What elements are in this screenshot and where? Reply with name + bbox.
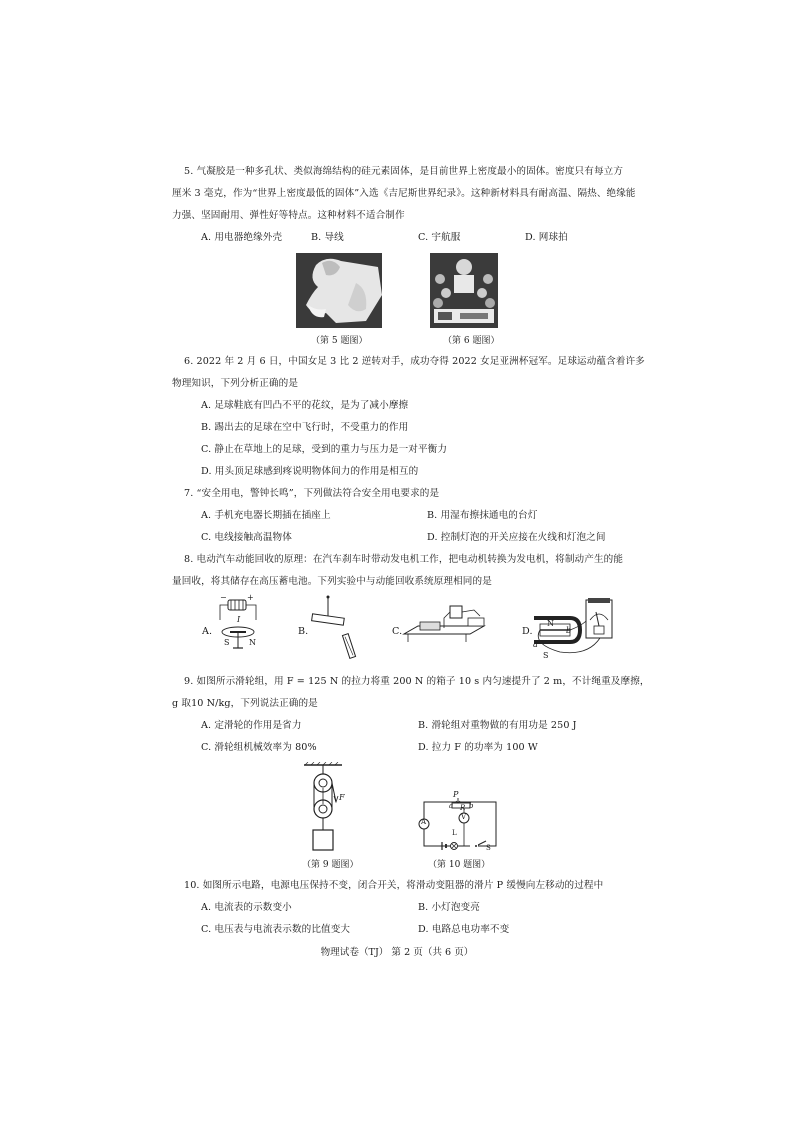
q5-stem-line3: 力强、坚固耐用、弹性好等特点。这种材料不适合制作: [172, 210, 405, 221]
q8-stem-line2: 量回收，将其储存在高压蓄电池。下列实验中与动能回收系统原理相同的是: [172, 576, 492, 587]
q10-a-label: a: [449, 802, 454, 810]
q8a-north-label: N: [249, 638, 256, 647]
q8-option-b-label: B.: [298, 626, 309, 637]
pulley-system-figure: [300, 762, 350, 856]
q7-option-d: D. 控制灯泡的开关应接在火线和灯泡之间: [427, 532, 606, 543]
q6-figure-caption: （第 6 题图）: [443, 336, 500, 346]
q10-p-label: P: [453, 790, 459, 799]
q9-figure-caption: （第 9 题图）: [302, 860, 359, 870]
q8-option-d-label: D.: [522, 626, 533, 637]
q8a-plus-label: +: [247, 593, 254, 602]
motor-experiment-figure: [400, 600, 492, 650]
q6-option-b: B. 踢出去的足球在空中飞行时，不受重力的作用: [201, 422, 409, 433]
q6-option-a: A. 足球鞋底有凹凸不平的花纹，是为了减小摩擦: [201, 400, 409, 411]
q5-stem-line1: 5. 气凝胶是一种多孔状、类似海绵结构的硅元素固体，是目前世界上密度最小的固体。密度只有每立方: [184, 166, 624, 177]
q9-force-label: F: [339, 793, 345, 802]
q6-option-c: C. 静止在草地上的足球，受到的重力与压力是一对平衡力: [201, 444, 448, 455]
q9-stem-line2: g 取10 N/kg，下列说法正确的是: [172, 698, 318, 709]
q5-figure-caption: （第 5 题图）: [311, 336, 368, 346]
q9-option-d: D. 拉力 F 的功率为 100 W: [418, 742, 538, 753]
q7-option-c: C. 电线接触高温物体: [201, 532, 292, 543]
q10-switch-label: S: [486, 844, 491, 852]
q10-option-d: D. 电路总电功率不变: [418, 924, 510, 935]
q9-option-a: A. 定滑轮的作用是省力: [201, 720, 302, 731]
electromagnet-figure: [212, 594, 272, 652]
q6-stem-line2: 物理知识，下列分析正确的是: [172, 378, 299, 389]
aerogel-photo: [296, 253, 382, 328]
q8d-b-label: b: [566, 626, 572, 635]
aerogel-drawing: [296, 253, 382, 328]
q5-option-a: A. 用电器绝缘外壳: [201, 232, 283, 243]
q6-stem-line1: 6. 2022 年 2 月 6 日，中国女足 3 比 2 逆转对手，成功夺得 2022 女足亚洲杯冠军。足球运动蕴含着许多: [184, 356, 645, 367]
football-team-photo: [430, 253, 498, 328]
q10-option-a: A. 电流表的示数变小: [201, 902, 292, 913]
q5-stem-line2: 厘米 3 毫克，作为“世界上密度最低的固体”入选《吉尼斯世界纪录》。这种新材料具有耐高温、隔热、绝缘能: [172, 188, 636, 199]
q7-option-b: B. 用湿布擦抹通电的台灯: [427, 510, 538, 521]
q8-option-a-label: A.: [202, 626, 213, 637]
q8-stem-line1: 8. 电动汽车动能回收的原理：在汽车刹车时带动发电机工作，把电动机转换为发电机，将制动产生的能: [184, 554, 624, 565]
q5-option-d: D. 网球拍: [525, 232, 568, 243]
q10-voltmeter-label: V: [461, 813, 467, 821]
q10-b-label: b: [469, 802, 474, 810]
q10-option-c: C. 电压表与电流表示数的比值变大: [201, 924, 351, 935]
q6-option-d: D. 用头顶足球感到疼说明物体间力的作用是相互的: [201, 466, 419, 477]
rod-magnet-figure: [306, 594, 366, 660]
q8a-minus-label: −: [220, 593, 227, 602]
q10-ammeter-label: A: [421, 818, 427, 826]
q7-option-a: A. 手机充电器长期插在插座上: [201, 510, 331, 521]
q5-option-c: C. 宇航服: [418, 232, 461, 243]
q8d-a-label: a: [533, 640, 538, 649]
q8a-south-label: S: [224, 638, 230, 647]
page-footer: 物理试卷（TJ） 第 2 页（共 6 页）: [320, 947, 474, 958]
q10-lamp-label: L: [452, 829, 457, 837]
q10-r-label: R: [460, 804, 466, 812]
q9-option-c: C. 滑轮组机械效率为 80%: [201, 742, 317, 753]
team-photo-drawing: [430, 253, 498, 328]
q8-option-c-label: C.: [392, 626, 403, 637]
q10-option-b: B. 小灯泡变亮: [418, 902, 480, 913]
generator-figure: [530, 596, 616, 658]
q10-figure-caption: （第 10 题图）: [428, 860, 491, 870]
q10-stem: 10. 如图所示电路，电源电压保持不变，闭合开关，将滑动变阻器的滑片 P 缓慢向左移动的过程中: [184, 880, 604, 891]
q7-stem: 7. “安全用电，警钟长鸣”，下列做法符合安全用电要求的是: [184, 488, 440, 499]
q5-option-b: B. 导线: [311, 232, 344, 243]
q8a-current-label: I: [237, 615, 241, 624]
q9-stem-line1: 9. 如图所示滑轮组，用 F = 125 N 的拉力将重 200 N 的箱子 10 s 内匀速提升了 2 m，不计绳重及摩擦，: [184, 676, 650, 687]
q9-option-b: B. 滑轮组对重物做的有用功是 250 J: [418, 720, 577, 731]
q8d-north-label: N: [547, 619, 554, 628]
q8d-south-label: S: [543, 651, 549, 660]
